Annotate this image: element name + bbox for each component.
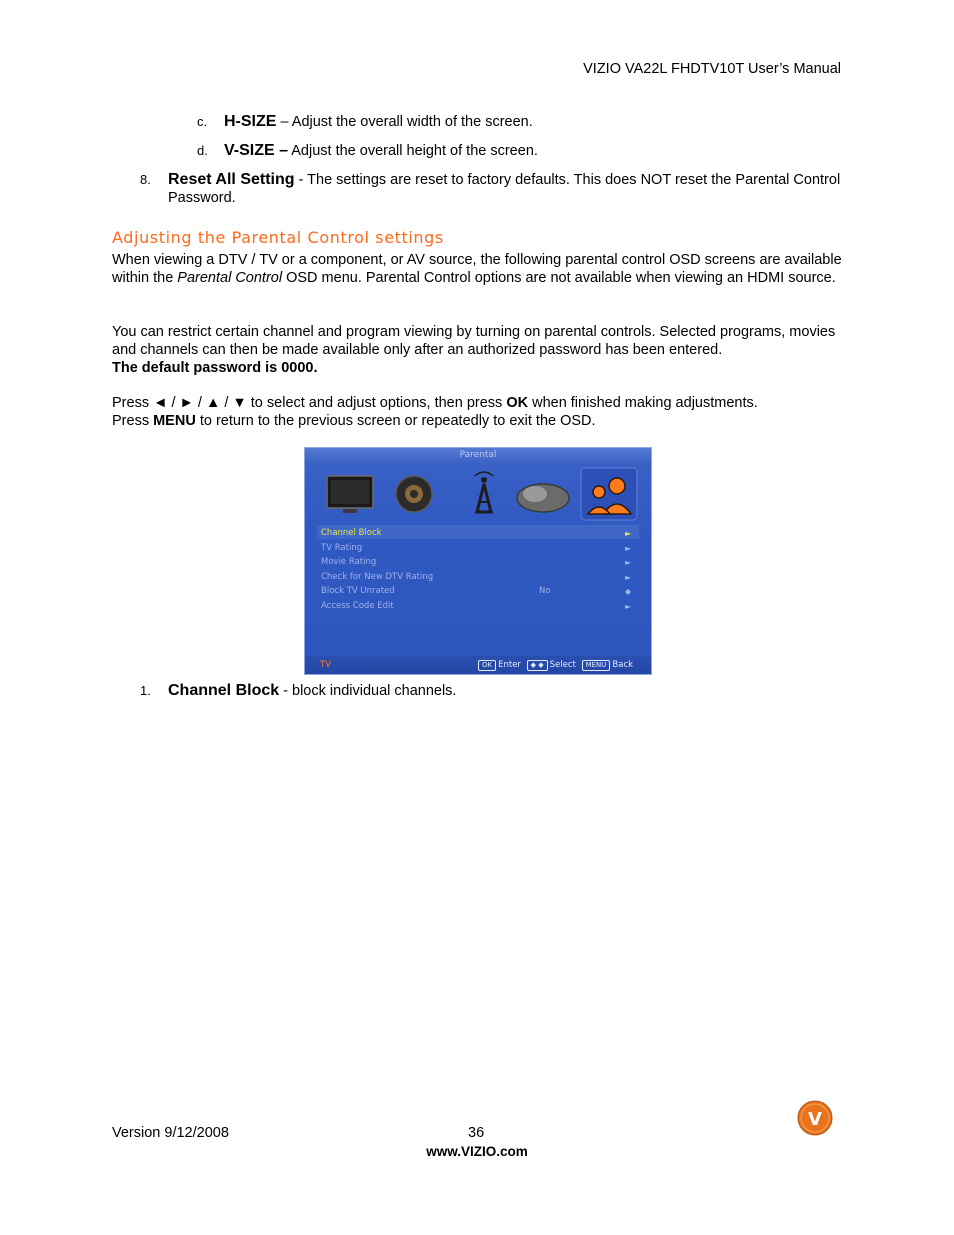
paragraph-text: When viewing a DTV / TV or a component, or AV source, the following parental control OSD screens are available within the	[112, 252, 842, 286]
osd-menu-item-movie-rating[interactable]: Movie Rating	[321, 557, 377, 567]
chevron-right-icon: ►	[625, 544, 632, 553]
osd-value-block-tv-unrated: No	[539, 586, 551, 596]
term-v-size: V-SIZE –	[224, 142, 289, 159]
osd-menu-item-channel-block[interactable]: Channel Block	[321, 528, 382, 538]
menu-key-icon: MENU	[582, 660, 611, 671]
list-item-v-size	[197, 142, 538, 160]
paragraph-text: when finished making adjustments.	[528, 395, 758, 411]
item-text: - The settings are reset to factory defaults. This does NOT reset the Parental Control Password.	[168, 172, 841, 206]
footer-page-number: 36	[468, 1125, 485, 1141]
osd-icon-row	[305, 464, 651, 524]
paragraph-text: Press ◄ / ► / ▲ / ▼ to select and adjust options, then press	[112, 395, 507, 411]
paragraph-text: You can restrict certain channel and program viewing by turning on parental controls. Selected programs, movies and channels can then be made available only after an authorized password has been entered.	[112, 324, 836, 358]
default-password-note: The default password is 0000.	[112, 360, 318, 376]
gear-icon	[517, 484, 569, 512]
footer-version: Version 9/12/2008	[112, 1125, 229, 1141]
chevron-right-icon: ►	[625, 558, 632, 567]
key-hint-enter: Enter	[498, 660, 521, 670]
list-marker: 1.	[140, 683, 151, 698]
page-header-title: VIZIO VA22L FHDTV10T User’s Manual	[583, 61, 841, 77]
osd-menu-item-block-tv-unrated[interactable]: Block TV Unrated	[321, 586, 395, 596]
osd-key-hints	[478, 660, 633, 671]
paragraph-text: OSD menu. Parental Control options are not available when viewing an HDMI source.	[282, 270, 836, 286]
list-marker: d.	[197, 143, 208, 158]
list-marker: 8.	[140, 172, 151, 187]
item-text: - block individual channels.	[279, 683, 457, 699]
key-ok-text: OK	[506, 395, 529, 411]
list-item-reset-all	[140, 171, 842, 207]
osd-menu-item-check-new-dtv-rating[interactable]: Check for New DTV Rating	[321, 572, 434, 582]
chevron-right-icon: ►	[625, 602, 632, 611]
item-text: Adjust the overall height of the screen.	[288, 143, 538, 159]
term-reset-all: Reset All Setting	[168, 171, 295, 188]
tv-icon	[327, 476, 373, 513]
emphasis-parental-control: Parental Control	[177, 270, 283, 286]
parental-icon	[581, 468, 637, 520]
logo-letter: V	[808, 1109, 822, 1130]
osd-menu-item-tv-rating[interactable]: TV Rating	[321, 543, 363, 553]
vizio-logo-icon	[797, 1100, 833, 1136]
osd-menu-item-access-code-edit[interactable]: Access Code Edit	[321, 601, 394, 611]
footer-website: www.VIZIO.com	[426, 1144, 528, 1159]
key-menu-text: MENU	[153, 413, 196, 429]
list-item-h-size	[197, 113, 533, 131]
osd-title: Parental	[459, 450, 497, 460]
paragraph-navigation	[112, 394, 842, 430]
item-text: – Adjust the overall width of the screen.	[276, 114, 533, 130]
osd-source-label: TV	[320, 660, 332, 670]
term-channel-block: Channel Block	[168, 682, 280, 699]
list-marker: c.	[197, 114, 208, 129]
chevron-right-icon: ►	[625, 529, 632, 538]
speaker-icon	[396, 476, 432, 512]
paragraph-intro	[112, 251, 842, 287]
paragraph-restrict	[112, 323, 842, 377]
term-h-size: H-SIZE	[224, 113, 277, 130]
antenna-icon	[475, 472, 493, 512]
paragraph-text: to return to the previous screen or repeatedly to exit the OSD.	[195, 413, 596, 429]
list-item-channel-block	[140, 682, 456, 700]
paragraph-text: Press	[112, 413, 154, 429]
chevron-right-icon: ►	[625, 573, 632, 582]
osd-screenshot	[304, 447, 652, 675]
key-hint-select: Select	[549, 660, 576, 670]
left-right-arrow-icon: ◆	[625, 587, 632, 596]
section-heading: Adjusting the Parental Control settings	[112, 228, 444, 247]
select-key-icon: ◆ ◆	[527, 660, 548, 671]
ok-key-icon: OK	[478, 660, 496, 671]
key-hint-back: Back	[612, 660, 634, 670]
